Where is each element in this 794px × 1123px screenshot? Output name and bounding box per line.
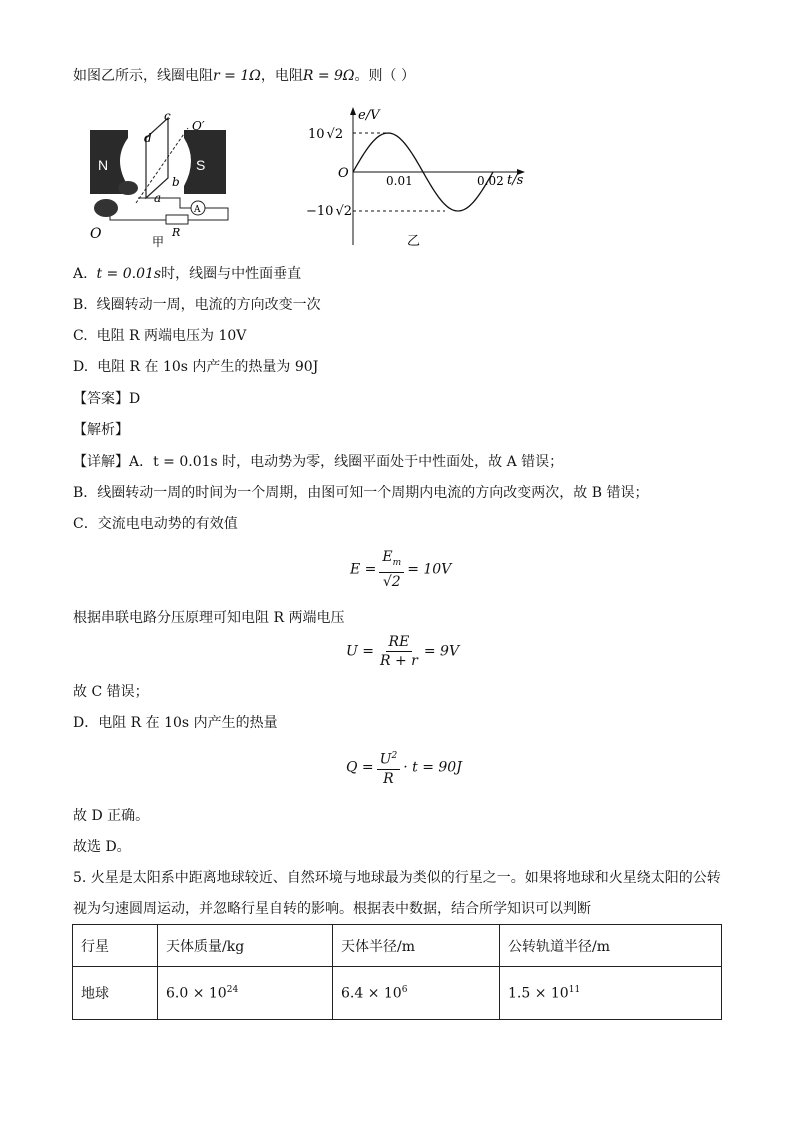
slip-ring-2 [94,199,118,217]
y-axis-arrow [350,107,356,115]
header-radius: 天体半径/m [333,925,500,967]
choose-line: 故选 D。 [73,839,131,855]
table-header-row [73,925,722,967]
label-a: a [154,191,162,205]
figure-jia [88,108,238,248]
equation-heat: Q = $\frac{U^2}{R}$ · t = 90J [346,747,462,788]
origin-label: O [338,166,349,181]
detail-C: C．交流电电动势的有效值 [73,516,238,532]
planet-table [72,924,722,1020]
caption-yi: 乙 [407,234,421,249]
cell-name: 地球 [73,967,158,1020]
label-b: b [172,175,180,189]
cell-radius: $6.4 \times 10^6$ [333,967,500,1020]
label-R: R [172,226,181,239]
intro-line: 如图乙所示，线圈电阻r = 1Ω，电阻R = 9Ω。则（ ） [73,68,415,84]
detail-D: D．电阻 R 在 10s 内产生的热量 [73,715,278,731]
slip-ring-1 [118,181,138,195]
analysis-heading: 【解析】 [73,422,129,438]
y-max-label: 10 √2 [308,127,344,142]
r-value: r = 1Ω [213,68,261,84]
cell-orbit: $1.5 \times 10^{11}$ [500,967,722,1020]
detail-A: 【详解】A．t = 0.01s 时，电动势为零，线圈平面处于中性面处，故 A 错误； [73,454,564,470]
label-d: d [144,131,152,145]
q5-line2: 视为匀速圆周运动，并忽略行星自转的影响。根据表中数据，结合所学知识可以判断 [73,901,591,917]
equation-voltage: U = $\frac{RE}{R + r}$ = 9V [346,634,460,669]
label-oprime: O′ [192,119,205,133]
answer-line: 【答案】D [73,391,141,407]
equation-emf: E = $\frac{E_m}{√2}$ = 10V [350,549,452,590]
R-value: R = 9Ω [302,68,355,84]
coil [146,118,168,198]
header-planet: 行星 [73,925,158,967]
q5-line1: 5. 火星是太阳系中距离地球较近、自然环境与地球最为类似的行星之一。如果将地球和火星绕太阳的公转 [73,870,721,886]
option-C[interactable]: C. 电阻 R 两端电压为 10V [73,328,247,344]
header-orbit: 公转轨道半径/m [500,925,722,967]
figure-yi [300,105,540,250]
detail-B: B．线圈转动一周的时间为一个周期，由图可知一个周期内电流的方向改变两次，故 B 错误； [73,485,649,501]
label-c: c [164,109,171,123]
cell-mass: $6.0 \times 10^{24}$ [158,967,333,1020]
option-B[interactable]: B. 线圈转动一周，电流的方向改变一次 [73,297,321,313]
y-axis-label: e/V [358,108,380,123]
x-tick-0.02: 0.02 [477,174,504,188]
option-A[interactable]: A. t = 0.01s时，线圈与中性面垂直 [73,266,302,282]
label-A: A [194,205,201,215]
label-O: O [90,226,102,242]
y-min-label: −10 √2 [306,204,353,219]
option-D[interactable]: D. 电阻 R 在 10s 内产生的热量为 90J [73,359,319,375]
caption-jia: 甲 [152,235,165,248]
label-N: N [98,157,109,173]
label-S: S [196,157,206,173]
detail-C2: 根据串联电路分压原理可知电阻 R 两端电压 [73,610,345,626]
header-mass: 天体质量/kg [158,925,333,967]
x-tick-0.01: 0.01 [386,174,413,188]
detail-C3: 故 C 错误； [73,684,149,700]
detail-D2: 故 D 正确。 [73,808,150,824]
x-axis-label: t/s [507,173,524,188]
table-row [73,967,722,1020]
resistor [166,215,188,224]
